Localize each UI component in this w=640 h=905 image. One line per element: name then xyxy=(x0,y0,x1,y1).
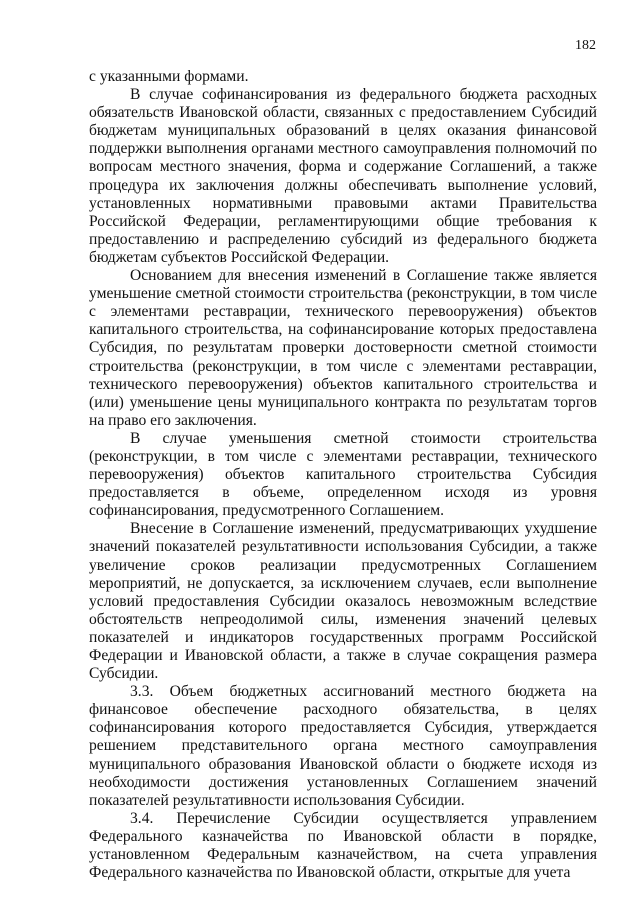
paragraph-3-4: 3.4. Перечисление Субсидии осуществляется управлением Федерального казначейства по Ивановской области в порядке, установленном Федеральным казначейством, на счета управления Федерального казначейства по Ивановской области, открытые для учета xyxy=(89,809,597,882)
paragraph-amendment-restrictions: Внесение в Соглашение изменений, предусматривающих ухудшение значений показателей результативности использования Субсидии, а также увеличение сроков реализации предусмотренных Соглашением мероприятий, не допускается, за исключением случаев, если выполнение условий предоставления Субсидии оказалось невозможным вследствие обстоятельств непреодолимой силы, изменения значений целевых показателей и индикаторов государственных программ Российской Федерации и Ивановской области, а также в случае сокращения размера Субсидии. xyxy=(89,520,597,683)
paragraph-amendment-grounds: Основанием для внесения изменений в Соглашение также является уменьшение сметной стоимости строительства (реконструкции, в том числе с элементами реставрации, технического перевооружения) объектов капитального строительства, на софинансирование которых предоставлена Субсидия, по результатам проверки достоверности сметной стоимости строительства (реконструкции, в том числе с элементами реставрации, технического перевооружения) объектов капитального строительства и (или) уменьшение цены муниципального контракта по результатам торгов на право его заключения. xyxy=(89,267,597,429)
paragraph-cofinancing: В случае софинансирования из федерального бюджета расходных обязательств Ивановской области, связанных с предоставлением Субсидий бюджетам муниципальных образований в целях оказания финансовой поддержки выполнения органами местного самоуправления полномочий по вопросам местного значения, форма и содержание Соглашений, а также процедура их заключения должны обеспечивать выполнение условий, установленных нормативными правовыми актами Правительства Российской Федерации, регламентирующими общие требования к предоставлению и распределению субсидий из федерального бюджета бюджетам субъектов Российской Федерации. xyxy=(89,86,597,266)
document-body xyxy=(89,68,597,882)
paragraph-continuation: с указанными формами. xyxy=(89,68,249,85)
page-number: 182 xyxy=(575,38,596,53)
paragraph-cost-reduction: В случае уменьшения сметной стоимости строительства (реконструкции, в том числе с элементами реставрации, технического перевооружения) объектов капитального строительства Субсидия предоставляется в объеме, определенном исходя из уровня софинансирования, предусмотренного Соглашением. xyxy=(89,429,597,520)
paragraph-3-3: 3.3. Объем бюджетных ассигнований местного бюджета на финансовое обеспечение расходного обязательства, в целях софинансирования которого предоставляется Субсидия, утверждается решением представительного органа местного самоуправления муниципального образования Ивановской области о бюджете исходя из необходимости достижения установленных Соглашением значений показателей результативности использования Субсидии. xyxy=(89,683,597,809)
